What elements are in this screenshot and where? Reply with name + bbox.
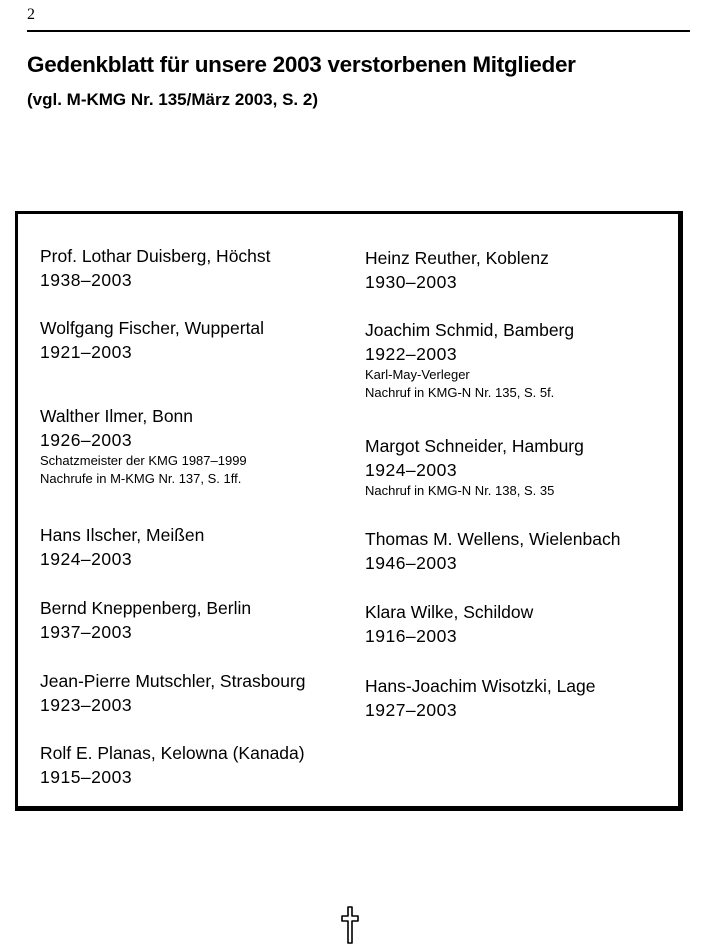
member-name: Rolf E. Planas, Kelowna (Kanada) <box>40 743 305 763</box>
memorial-entry <box>40 404 247 488</box>
header-rule <box>27 30 690 32</box>
page-title: Gedenkblatt für unsere 2003 verstorbenen Mitglieder <box>27 52 576 77</box>
memorial-entry <box>365 600 533 648</box>
member-name: Joachim Schmid, Bamberg <box>365 320 575 340</box>
member-years: 1937–2003 <box>40 622 133 642</box>
member-name: Prof. Lothar Duisberg, Höchst <box>40 246 271 266</box>
member-note: Schatzmeister der KMG 1987–1999 <box>40 453 247 468</box>
member-name: Walther Ilmer, Bonn <box>40 406 194 426</box>
memorial-entry <box>40 596 251 644</box>
member-name: Heinz Reuther, Koblenz <box>365 248 549 268</box>
member-name: Jean-Pierre Mutschler, Strasbourg <box>40 671 306 691</box>
page-number: 2 <box>27 6 35 23</box>
memorial-entry <box>40 669 306 717</box>
cross-icon <box>340 905 360 945</box>
member-years: 1915–2003 <box>40 767 133 787</box>
memorial-entry <box>365 318 574 402</box>
member-name: Hans-Joachim Wisotzki, Lage <box>365 676 596 696</box>
member-name: Bernd Kneppenberg, Berlin <box>40 598 252 618</box>
member-years: 1930–2003 <box>365 272 458 292</box>
member-years: 1927–2003 <box>365 700 458 720</box>
member-name: Thomas M. Wellens, Wielenbach <box>365 529 621 549</box>
member-note: Nachruf in KMG-N Nr. 138, S. 35 <box>365 483 555 498</box>
memorial-entry <box>40 741 305 789</box>
member-years: 1923–2003 <box>40 695 133 715</box>
member-years: 1924–2003 <box>365 460 458 480</box>
page-subtitle: (vgl. M-KMG Nr. 135/März 2003, S. 2) <box>27 90 318 109</box>
memorial-entry <box>40 316 264 364</box>
member-years: 1916–2003 <box>365 626 458 646</box>
memorial-entry <box>365 527 620 575</box>
memorial-entry <box>365 434 584 500</box>
member-years: 1921–2003 <box>40 342 133 362</box>
member-years: 1946–2003 <box>365 553 458 573</box>
member-years: 1924–2003 <box>40 549 133 569</box>
member-years: 1922–2003 <box>365 344 458 364</box>
member-note: Karl-May-Verleger <box>365 367 470 382</box>
memorial-entry <box>40 244 271 292</box>
memorial-entry <box>365 674 596 722</box>
member-name: Hans Ilscher, Meißen <box>40 525 205 545</box>
member-name: Klara Wilke, Schildow <box>365 602 534 622</box>
member-note: Nachrufe in M-KMG Nr. 137, S. 1ff. <box>40 471 242 486</box>
member-name: Wolfgang Fischer, Wuppertal <box>40 318 265 338</box>
member-years: 1926–2003 <box>40 430 133 450</box>
memorial-entry <box>365 246 549 294</box>
member-years: 1938–2003 <box>40 270 133 290</box>
memorial-entry <box>40 523 204 571</box>
member-note: Nachruf in KMG-N Nr. 135, S. 5f. <box>365 385 555 400</box>
memorial-box <box>15 211 683 811</box>
member-name: Margot Schneider, Hamburg <box>365 436 584 456</box>
